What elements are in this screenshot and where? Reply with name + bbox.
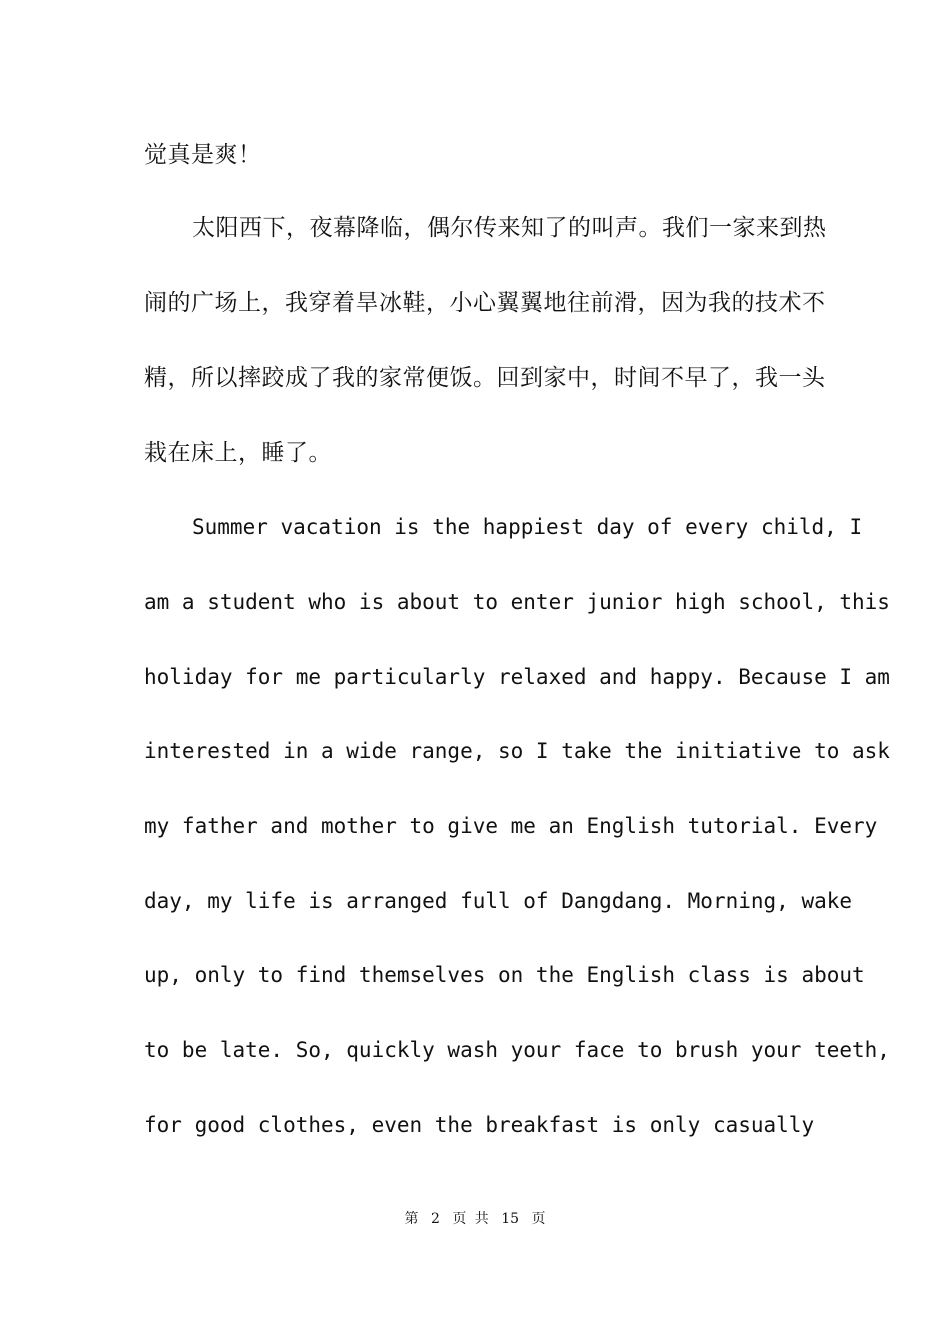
paragraph-line: 太阳西下，夜幕降临，偶尔传来知了的叫声。我们一家来到热 <box>192 215 827 241</box>
paragraph-line: am a student who is about to enter junior high school, this <box>144 590 890 614</box>
footer-prefix: 第 <box>404 1211 419 1227</box>
paragraph-line: 觉真是爽！ <box>144 142 262 168</box>
page-footer <box>0 1208 950 1228</box>
footer-suffix: 页 <box>531 1211 546 1227</box>
paragraph-line: 栽在床上，睡了。 <box>144 440 332 466</box>
paragraph-line: up, only to find themselves on the English class is about <box>144 963 865 987</box>
footer-page-number: 2 <box>430 1211 440 1227</box>
paragraph-line: 精，所以摔跤成了我的家常便饭。回到家中，时间不早了，我一头 <box>144 365 826 391</box>
paragraph-line: to be late. So, quickly wash your face to brush your teeth, <box>144 1038 890 1062</box>
paragraph-line: 闹的广场上，我穿着旱冰鞋，小心翼翼地往前滑，因为我的技术不 <box>144 290 826 316</box>
paragraph-line: for good clothes, even the breakfast is only casually <box>144 1113 815 1137</box>
paragraph-line: interested in a wide range, so I take the initiative to ask <box>144 739 890 763</box>
footer-mid: 页 共 <box>452 1211 489 1227</box>
paragraph-line: my father and mother to give me an English tutorial. Every <box>144 814 878 838</box>
paragraph-line: day, my life is arranged full of Dangdang. Morning, wake <box>144 889 853 913</box>
footer-total-pages: 15 <box>501 1211 520 1227</box>
paragraph-line: Summer vacation is the happiest day of every child, I <box>192 515 863 539</box>
paragraph-line: holiday for me particularly relaxed and happy. Because I am <box>144 665 890 689</box>
